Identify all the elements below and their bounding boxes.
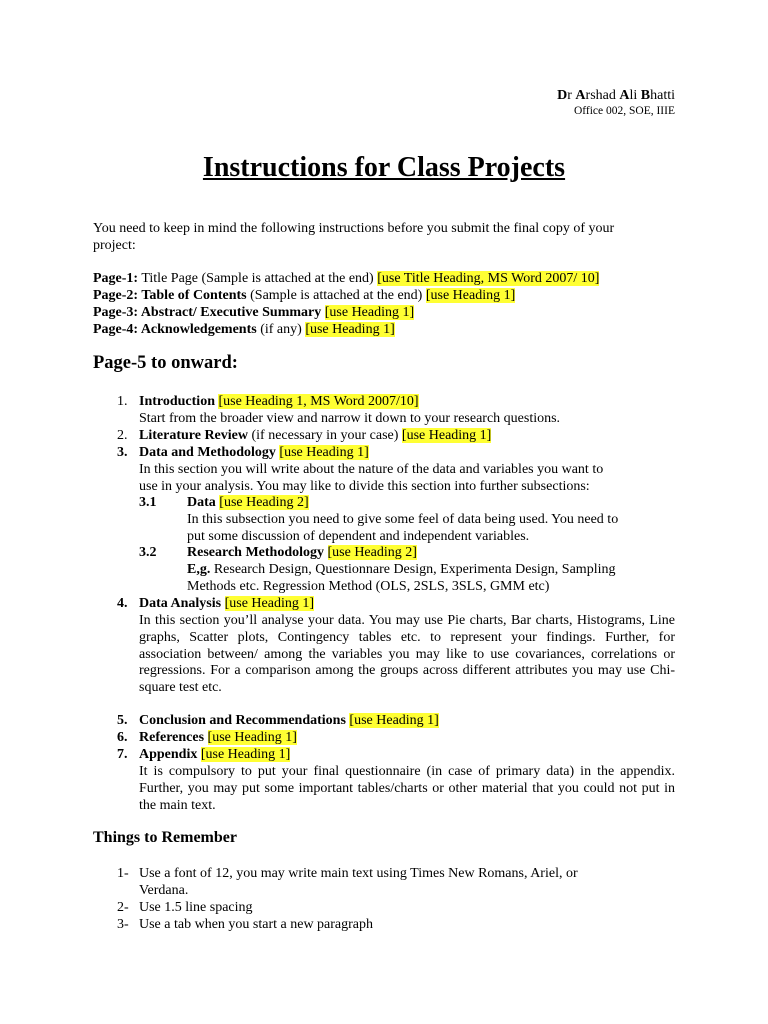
item-introduction: Introduction [use Heading 1, MS Word 2007/10] <box>139 394 419 409</box>
item-references: References [use Heading 1] <box>139 730 297 745</box>
item-data-methodology: Data and Methodology [use Heading 1] <box>139 445 369 460</box>
list-item: Use a tab when you start a new paragraph <box>139 917 374 932</box>
subitem-number: 3.2 <box>139 545 157 560</box>
intro-line-1: You need to keep in mind the following instructions before you submit the final copy of your <box>93 221 615 236</box>
intro-line-2: project: <box>93 238 136 253</box>
subitem-number: 3.1 <box>139 495 157 510</box>
item-data-methodology-desc-1: In this section you will write about the nature of the data and variables you want to <box>139 462 604 477</box>
item-number: 7. <box>117 747 128 762</box>
item-number: 1. <box>117 394 128 409</box>
office-line: Office 002, SOE, IIIE <box>573 105 675 117</box>
item-introduction-desc: Start from the broader view and narrow it down to your research questions. <box>139 411 561 426</box>
list-item-number: 3- <box>117 917 129 932</box>
list-item: Use 1.5 line spacing <box>139 900 253 915</box>
item-number: 5. <box>117 713 128 728</box>
subitem-data-desc-2: put some discussion of dependent and independent variables. <box>187 529 530 544</box>
item-number: 2. <box>117 428 128 443</box>
item-number: 3. <box>117 445 128 460</box>
page-2-line: Page-2: Table of Contents (Sample is attached at the end) [use Heading 1] <box>93 288 516 303</box>
item-literature-review: Literature Review (if necessary in your case) [use Heading 1] <box>139 428 492 443</box>
subitem-data-desc-1: In this subsection you need to give some feel of data being used. You need to <box>187 512 619 527</box>
section-heading-onward: Page-5 to onward: <box>93 353 238 373</box>
item-data-analysis: Data Analysis [use Heading 1] <box>139 596 314 611</box>
author-name: Dr Arshad Ali Bhatti <box>557 88 675 103</box>
item-appendix: Appendix [use Heading 1] <box>139 747 291 762</box>
subitem-research-methodology: Research Methodology [use Heading 2] <box>187 545 417 560</box>
subitem-data: Data [use Heading 2] <box>187 495 309 510</box>
item-number: 4. <box>117 596 128 611</box>
item-number: 6. <box>117 730 128 745</box>
things-to-remember-heading: Things to Remember <box>93 829 237 846</box>
subitem-research-methodology-desc-1: E,g. Research Design, Questionnare Design, Experimenta Design, Sampling <box>187 562 616 577</box>
subitem-research-methodology-desc-2: Methods etc. Regression Method (OLS, 2SLS, 3SLS, GMM etc) <box>187 579 550 594</box>
item-data-analysis-desc: In this section you’ll analyse your data. You may use Pie charts, Bar charts, Histograms, Line graphs, Scatter plots, Contingency tables etc. to represent your findings. Further, for association between/ among the variables you may like to use covariances, correlations or regressions. For a comparison among the groups across different attributes you may use Chi-square test etc. <box>139 613 675 696</box>
page-3-line: Page-3: Abstract/ Executive Summary [use Heading 1] <box>93 305 415 320</box>
list-item-number: 1- <box>117 866 129 881</box>
list-item: Use a font of 12, you may write main text using Times New Romans, Ariel, or <box>139 866 578 881</box>
page-1-line: Page-1: Title Page (Sample is attached at the end) [use Title Heading, MS Word 2007/ 10] <box>93 271 600 286</box>
item-data-methodology-desc-2: use in your analysis. You may like to divide this section into further subsections: <box>139 479 590 494</box>
item-appendix-desc: It is compulsory to put your final questionnaire (in case of primary data) in the appendix. Further, you may put some important tables/charts or other material that you could not put in the main text. <box>139 764 675 813</box>
page-4-line: Page-4: Acknowledgements (if any) [use Heading 1] <box>93 322 395 337</box>
page-title: Instructions for Class Projects <box>202 152 566 183</box>
list-item-cont: Verdana. <box>139 883 189 898</box>
item-conclusion: Conclusion and Recommendations [use Heading 1] <box>139 713 439 728</box>
list-item-number: 2- <box>117 900 129 915</box>
